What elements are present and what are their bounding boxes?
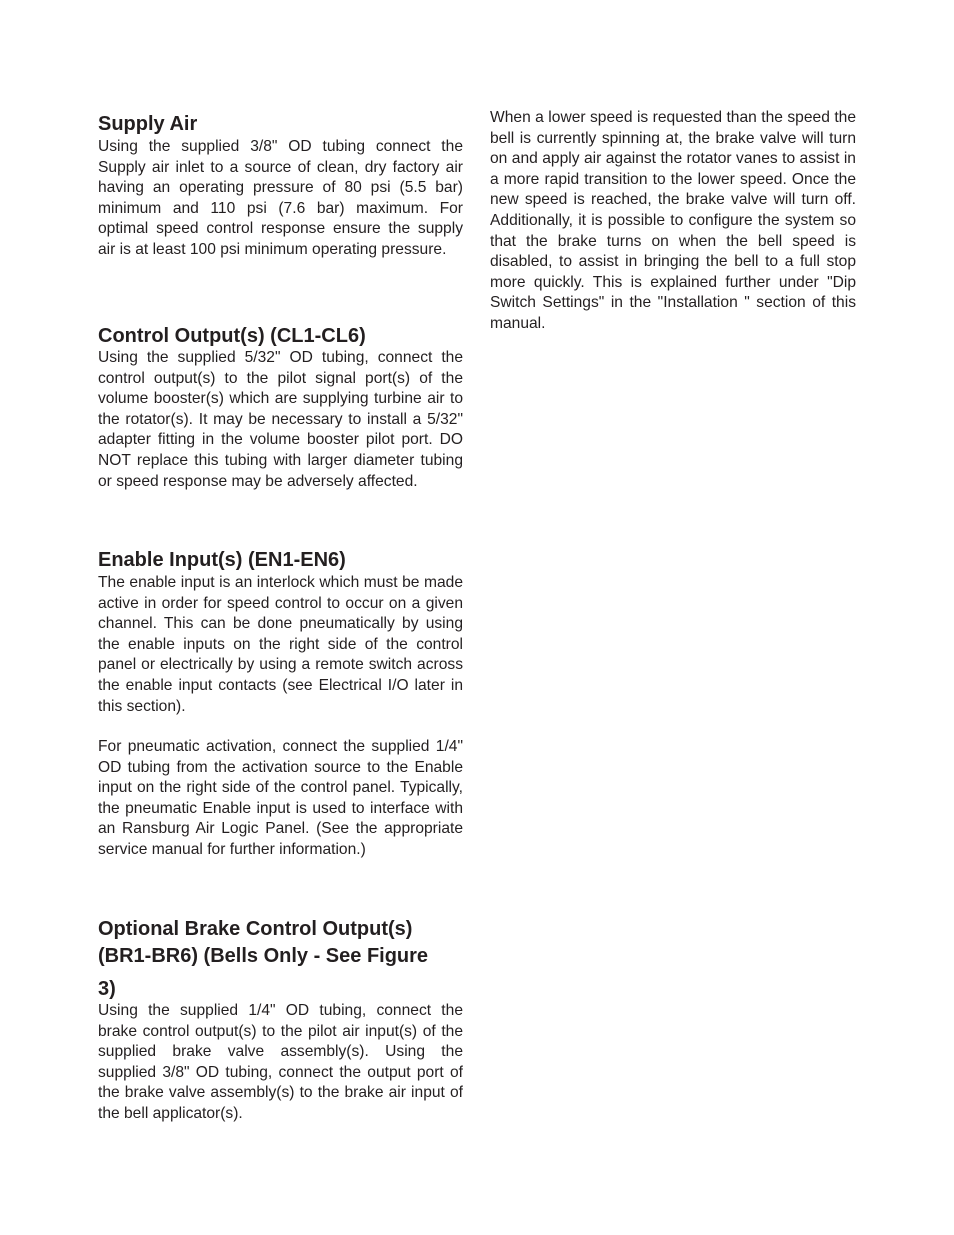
control-output-paragraph: Using the supplied 5/32" OD tubing, connect the control output(s) to the pilot signal port(s) of the volume booster(s) which are supplying turbine air to the rotator(s). It may be necessary to install a 5/32" adapter fitting in the volume booster pilot port. DO NOT replace this tubing with larger diameter tubing or speed response may be adversely affected. bbox=[98, 349, 463, 490]
enable-input-heading: Enable Input(s) (EN1-EN6) bbox=[98, 549, 346, 571]
supply-air-heading: Supply Air bbox=[98, 113, 198, 135]
brake-output-heading bbox=[98, 916, 463, 1003]
brake-heading-line-3: 3) bbox=[98, 978, 116, 1000]
supply-air-paragraph: Using the supplied 3/8" OD tubing connect the Supply air inlet to a source of clean, dry factory air having an operating pressure of 80 psi (5.5 bar) minimum and 110 psi (7.6 bar) maximum. For optimal speed control response ensure the supply air is at least 100 psi minimum operating pressure. bbox=[98, 138, 463, 258]
enable-input-paragraph: The enable input is an interlock which must be made active in order for speed control to occur on a given channel. This can be done pneumatically by using the enable inputs on the right side of the control panel or electrically by using a remote switch across the enable input contacts (see Electrical I/O later in this section). bbox=[98, 574, 463, 715]
pneumatic-activation-paragraph: For pneumatic activation, connect the supplied 1/4" OD tubing from the activation source to the Enable input on the right side of the control panel. Typically, the pneumatic Enable input is used to interface with an Ransburg Air Logic Panel. (See the appropriate service manual for further information.) bbox=[98, 738, 463, 858]
brake-heading-line-1: Optional Brake Control Output(s) bbox=[98, 918, 413, 940]
brake-continued-paragraph: When a lower speed is requested than the speed the bell is currently spinning at, the brake valve will turn on and apply air against the rotator vanes to assist in a more rapid transition to the lower speed. Once the new speed is reached, the brake valve will turn off. Additionally, it is possible to configure the system so that the brake turns on when the bell speed is disabled, to assist in bringing the bell to a full stop more quickly. This is explained further under "Dip Switch Settings" in the "Installation " section of this manual. bbox=[490, 109, 856, 332]
control-output-heading: Control Output(s) (CL1-CL6) bbox=[98, 325, 366, 347]
brake-output-paragraph: Using the supplied 1/4" OD tubing, connect the brake control output(s) to the pilot air input(s) of the supplied brake valve assembly(s). Using the supplied 3/8" OD tubing, connect the output port of the brake valve assembly(s) to the brake air input of the bell applicator(s). bbox=[98, 1002, 463, 1122]
brake-heading-line-2: (BR1-BR6) (Bells Only - See Figure bbox=[98, 944, 429, 967]
